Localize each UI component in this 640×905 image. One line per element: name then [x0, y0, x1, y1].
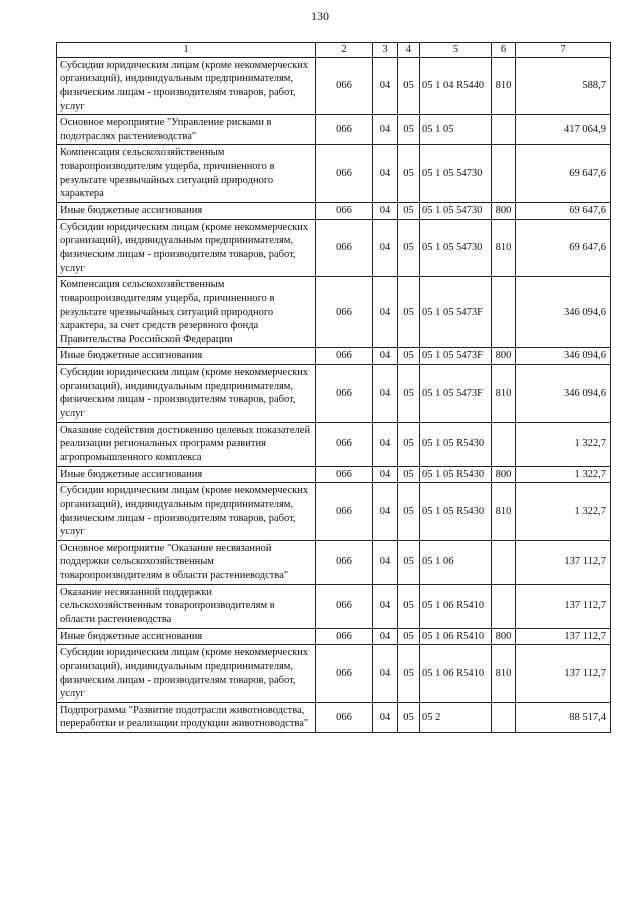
row-pr-cell: 05 [398, 219, 420, 277]
table-row [57, 628, 611, 645]
column-header: 5 [420, 43, 492, 58]
table-body [57, 43, 611, 733]
row-sum-cell: 69 647,6 [516, 219, 611, 277]
row-gr-cell: 066 [316, 540, 373, 584]
table-header-row [57, 43, 611, 58]
row-csr-cell: 05 1 05 54730 [420, 145, 492, 203]
row-gr-cell: 066 [316, 483, 373, 541]
row-gr-cell: 066 [316, 348, 373, 365]
row-vr-cell: 800 [492, 348, 516, 365]
row-csr-cell: 05 1 06 R5410 [420, 645, 492, 703]
row-csr-cell: 05 1 05 R5430 [420, 466, 492, 483]
row-sum-cell: 137 112,7 [516, 584, 611, 628]
row-name-cell: Компенсация сельскохозяйственным товаропроизводителям ущерба, причиненного в результате чрезвычайных ситуаций природного характера, за счет средств резервного фонда Правительства Российской Федерации [57, 277, 316, 348]
row-vr-cell: 810 [492, 645, 516, 703]
column-header: 1 [57, 43, 316, 58]
row-name-cell: Иные бюджетные ассигнования [57, 628, 316, 645]
row-csr-cell: 05 1 06 [420, 540, 492, 584]
row-vr-cell: 810 [492, 219, 516, 277]
row-vr-cell [492, 115, 516, 145]
row-sum-cell: 588,7 [516, 57, 611, 115]
row-vr-cell: 800 [492, 203, 516, 220]
table-row [57, 422, 611, 466]
row-name-cell: Иные бюджетные ассигнования [57, 203, 316, 220]
row-rz-cell: 04 [373, 203, 398, 220]
row-vr-cell: 810 [492, 365, 516, 423]
row-pr-cell: 05 [398, 628, 420, 645]
row-rz-cell: 04 [373, 277, 398, 348]
row-vr-cell [492, 145, 516, 203]
row-gr-cell: 066 [316, 277, 373, 348]
row-gr-cell: 066 [316, 145, 373, 203]
table-row [57, 57, 611, 115]
row-sum-cell: 1 322,7 [516, 466, 611, 483]
column-header: 2 [316, 43, 373, 58]
row-rz-cell: 04 [373, 645, 398, 703]
row-sum-cell: 88 517,4 [516, 702, 611, 732]
row-pr-cell: 05 [398, 115, 420, 145]
row-name-cell: Подпрограмма "Развитие подотрасли животноводства, переработки и реализации продукции животноводства" [57, 702, 316, 732]
row-gr-cell: 066 [316, 115, 373, 145]
row-csr-cell: 05 1 04 R5440 [420, 57, 492, 115]
row-rz-cell: 04 [373, 483, 398, 541]
row-csr-cell: 05 1 05 54730 [420, 219, 492, 277]
row-vr-cell [492, 584, 516, 628]
row-gr-cell: 066 [316, 203, 373, 220]
row-name-cell: Основное мероприятие "Управление рисками в подотраслях растениеводства" [57, 115, 316, 145]
row-rz-cell: 04 [373, 466, 398, 483]
row-pr-cell: 05 [398, 277, 420, 348]
row-csr-cell: 05 1 05 [420, 115, 492, 145]
row-vr-cell: 800 [492, 466, 516, 483]
row-gr-cell: 066 [316, 645, 373, 703]
row-sum-cell: 1 322,7 [516, 422, 611, 466]
row-csr-cell: 05 1 06 R5410 [420, 628, 492, 645]
table-row [57, 115, 611, 145]
table-row [57, 348, 611, 365]
row-rz-cell: 04 [373, 219, 398, 277]
row-rz-cell: 04 [373, 348, 398, 365]
row-gr-cell: 066 [316, 57, 373, 115]
row-csr-cell: 05 1 05 54730 [420, 203, 492, 220]
row-name-cell: Иные бюджетные ассигнования [57, 348, 316, 365]
table-row [57, 466, 611, 483]
row-csr-cell: 05 1 05 R5430 [420, 422, 492, 466]
row-csr-cell: 05 2 [420, 702, 492, 732]
row-csr-cell: 05 1 06 R5410 [420, 584, 492, 628]
row-vr-cell [492, 540, 516, 584]
row-pr-cell: 05 [398, 466, 420, 483]
row-vr-cell [492, 277, 516, 348]
table-row [57, 277, 611, 348]
row-pr-cell: 05 [398, 57, 420, 115]
row-sum-cell: 1 322,7 [516, 483, 611, 541]
row-pr-cell: 05 [398, 645, 420, 703]
row-sum-cell: 137 112,7 [516, 540, 611, 584]
row-pr-cell: 05 [398, 584, 420, 628]
row-rz-cell: 04 [373, 145, 398, 203]
row-pr-cell: 05 [398, 483, 420, 541]
row-sum-cell: 346 094,6 [516, 365, 611, 423]
table-row [57, 483, 611, 541]
row-gr-cell: 066 [316, 584, 373, 628]
row-gr-cell: 066 [316, 219, 373, 277]
row-pr-cell: 05 [398, 203, 420, 220]
row-sum-cell: 346 094,6 [516, 277, 611, 348]
row-vr-cell [492, 422, 516, 466]
row-sum-cell: 69 647,6 [516, 203, 611, 220]
column-header: 3 [373, 43, 398, 58]
row-gr-cell: 066 [316, 365, 373, 423]
row-name-cell: Субсидии юридическим лицам (кроме некоммерческих организаций), индивидуальным предпринимателям, физическим лицам - производителям товаров, работ, услуг [57, 483, 316, 541]
row-sum-cell: 417 064,9 [516, 115, 611, 145]
row-vr-cell: 810 [492, 483, 516, 541]
row-sum-cell: 137 112,7 [516, 645, 611, 703]
row-vr-cell: 810 [492, 57, 516, 115]
row-name-cell: Субсидии юридическим лицам (кроме некоммерческих организаций), индивидуальным предпринимателям, физическим лицам - производителям товаров, работ, услуг [57, 219, 316, 277]
row-rz-cell: 04 [373, 540, 398, 584]
row-rz-cell: 04 [373, 57, 398, 115]
table-row [57, 645, 611, 703]
row-csr-cell: 05 1 05 R5430 [420, 483, 492, 541]
row-rz-cell: 04 [373, 628, 398, 645]
page-number: 130 [311, 9, 329, 23]
row-rz-cell: 04 [373, 702, 398, 732]
row-pr-cell: 05 [398, 348, 420, 365]
row-name-cell: Субсидии юридическим лицам (кроме некоммерческих организаций), индивидуальным предпринимателям, физическим лицам - производителям товаров, работ, услуг [57, 365, 316, 423]
row-pr-cell: 05 [398, 422, 420, 466]
row-pr-cell: 05 [398, 145, 420, 203]
row-pr-cell: 05 [398, 540, 420, 584]
column-header: 4 [398, 43, 420, 58]
row-name-cell: Основное мероприятие "Оказание несвязанной поддержки сельскохозяйственным товаропроизводителям в области растениеводства" [57, 540, 316, 584]
row-name-cell: Субсидии юридическим лицам (кроме некоммерческих организаций), индивидуальным предпринимателям, физическим лицам - производителям товаров, работ, услуг [57, 645, 316, 703]
row-vr-cell [492, 702, 516, 732]
row-csr-cell: 05 1 05 5473F [420, 277, 492, 348]
row-rz-cell: 04 [373, 115, 398, 145]
table-row [57, 540, 611, 584]
row-pr-cell: 05 [398, 365, 420, 423]
table-row [57, 145, 611, 203]
table-row [57, 203, 611, 220]
row-name-cell: Компенсация сельскохозяйственным товаропроизводителям ущерба, причиненного в результате чрезвычайных ситуаций природного характера [57, 145, 316, 203]
row-gr-cell: 066 [316, 466, 373, 483]
row-pr-cell: 05 [398, 702, 420, 732]
table-row [57, 584, 611, 628]
table-row [57, 219, 611, 277]
row-gr-cell: 066 [316, 628, 373, 645]
row-rz-cell: 04 [373, 584, 398, 628]
row-sum-cell: 69 647,6 [516, 145, 611, 203]
column-header: 6 [492, 43, 516, 58]
row-sum-cell: 346 094,6 [516, 348, 611, 365]
row-sum-cell: 137 112,7 [516, 628, 611, 645]
row-gr-cell: 066 [316, 422, 373, 466]
row-rz-cell: 04 [373, 422, 398, 466]
budget-table [56, 42, 611, 733]
table-row [57, 365, 611, 423]
row-csr-cell: 05 1 05 5473F [420, 365, 492, 423]
row-name-cell: Субсидии юридическим лицам (кроме некоммерческих организаций), индивидуальным предпринимателям, физическим лицам - производителям товаров, работ, услуг [57, 57, 316, 115]
row-gr-cell: 066 [316, 702, 373, 732]
row-name-cell: Оказание несвязанной поддержки сельскохозяйственным товаропроизводителям в области растениеводства [57, 584, 316, 628]
row-name-cell: Иные бюджетные ассигнования [57, 466, 316, 483]
table-row [57, 702, 611, 732]
row-rz-cell: 04 [373, 365, 398, 423]
row-csr-cell: 05 1 05 5473F [420, 348, 492, 365]
column-header: 7 [516, 43, 611, 58]
row-name-cell: Оказание содействия достижению целевых показателей реализации региональных программ развития агропромышленного комплекса [57, 422, 316, 466]
row-vr-cell: 800 [492, 628, 516, 645]
